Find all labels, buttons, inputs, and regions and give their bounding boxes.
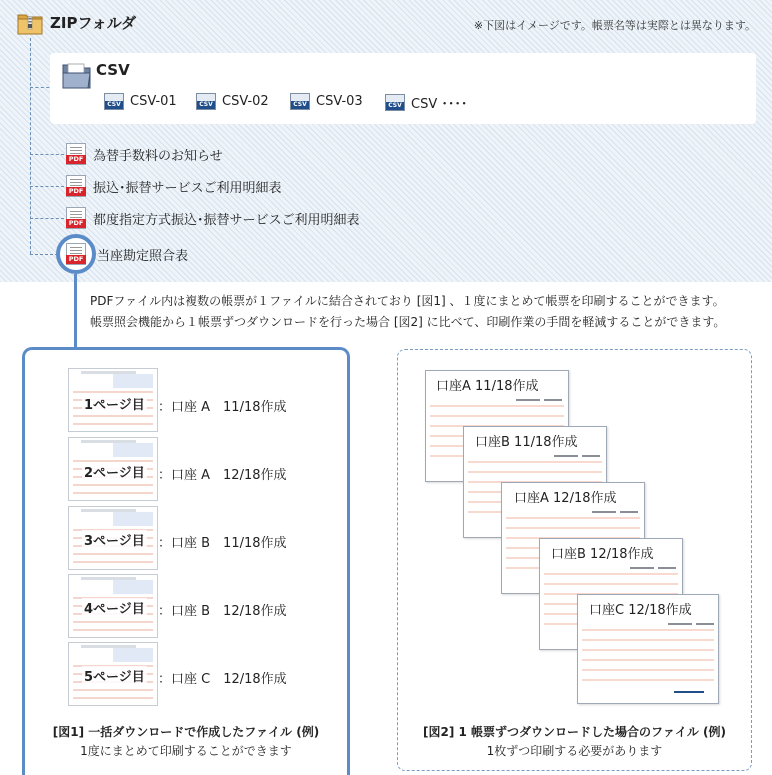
csv-file-icon — [196, 93, 216, 110]
csv-file-01[interactable] — [104, 93, 177, 110]
pdf-file-per-transfer-statement[interactable] — [66, 207, 360, 229]
csv-file-label: CSV-02 — [222, 94, 269, 109]
pdf-file-icon — [66, 143, 86, 165]
file-structure-area — [0, 0, 772, 282]
description-line-1: PDFファイル内は複数の帳票が１ファイルに結合されており [図1] 、１度にまとめて帳票を印刷することができます。 — [90, 294, 725, 308]
connector-line — [74, 274, 77, 348]
csv-file-03[interactable] — [290, 93, 363, 110]
csv-file-label: CSV-01 — [130, 94, 177, 109]
zip-folder-title: ZIPフォルダ — [50, 14, 137, 32]
csv-file-label: CSV ････ — [411, 97, 468, 112]
csv-folder-title: CSV — [96, 61, 130, 79]
csv-file-icon — [290, 93, 310, 110]
pdf-file-icon — [66, 175, 86, 197]
tree-line-trunk — [30, 38, 31, 254]
pdf-file-icon — [66, 243, 86, 265]
tree-line-pdf-1 — [30, 154, 64, 155]
page-label-2: 2ページ目 — [82, 462, 147, 481]
pdf-file-label: 当座勘定照合表 — [97, 248, 189, 264]
figure-2-caption — [398, 723, 751, 761]
image-note: ※下図はイメージです。帳票名等は実際とは異なります。 — [473, 19, 756, 32]
figure-2-caption-sub: 1枚ずつ印刷する必要があります — [486, 744, 663, 758]
csv-folder-icon — [62, 62, 92, 90]
csv-file-icon — [385, 94, 405, 111]
pdf-file-label: 為替手数料のお知らせ — [93, 148, 223, 164]
statement-sheet-label-3: 口座A 12/18作成 — [511, 487, 620, 506]
figure-1-caption — [25, 723, 347, 761]
page-account-5: ：口座 C 12/18作成 — [158, 672, 287, 687]
pdf-file-current-account-statement[interactable] — [66, 243, 188, 265]
tree-line-pdf-3 — [30, 218, 64, 219]
pdf-file-fee-notice[interactable] — [66, 143, 223, 165]
csv-file-label: CSV-03 — [316, 94, 363, 109]
statement-sheet-label-5: 口座C 12/18作成 — [586, 599, 695, 618]
description — [90, 291, 725, 333]
statement-sheet-label-4: 口座B 12/18作成 — [548, 543, 657, 562]
page-account-2: ：口座 A 12/18作成 — [158, 468, 287, 483]
page-account-1: ：口座 A 11/18作成 — [158, 400, 287, 415]
csv-file-icon — [104, 93, 124, 110]
page-account-3: ：口座 B 11/18作成 — [158, 536, 287, 551]
figure-1-caption-title: [図1] 一括ダウンロードで作成したファイル (例) — [52, 725, 320, 739]
page-account-4: ：口座 B 12/18作成 — [158, 604, 287, 619]
pdf-file-label: 振込･振替サービスご利用明細表 — [93, 180, 282, 196]
statement-sheet-label-2: 口座B 11/18作成 — [472, 431, 581, 450]
tree-line-pdf-2 — [30, 186, 64, 187]
csv-folder-panel — [50, 53, 756, 124]
page-label-3: 3ページ目 — [82, 530, 147, 549]
zip-folder-icon — [17, 11, 43, 35]
figure-1-caption-sub: 1度にまとめて印刷することができます — [80, 744, 292, 758]
description-line-2: 帳票照会機能から１帳票ずつダウンロードを行った場合 [図2] に比べて、印刷作業の手間を軽減することができます。 — [90, 315, 726, 329]
page-label-5: 5ページ目 — [82, 666, 147, 685]
statement-sheet-label-1: 口座A 11/18作成 — [433, 375, 542, 394]
csv-file-02[interactable] — [196, 93, 269, 110]
pdf-file-transfer-statement[interactable] — [66, 175, 282, 197]
csv-file-more[interactable] — [385, 93, 467, 112]
pdf-file-icon — [66, 207, 86, 229]
pdf-file-label: 都度指定方式振込･振替サービスご利用明細表 — [93, 212, 360, 228]
tree-line-pdf-4 — [30, 254, 58, 255]
figure-2-caption-title: [図2] 1 帳票ずつダウンロードした場合のファイル (例) — [423, 725, 726, 739]
page-label-1: 1ページ目 — [82, 394, 147, 413]
page-label-4: 4ページ目 — [82, 598, 147, 617]
